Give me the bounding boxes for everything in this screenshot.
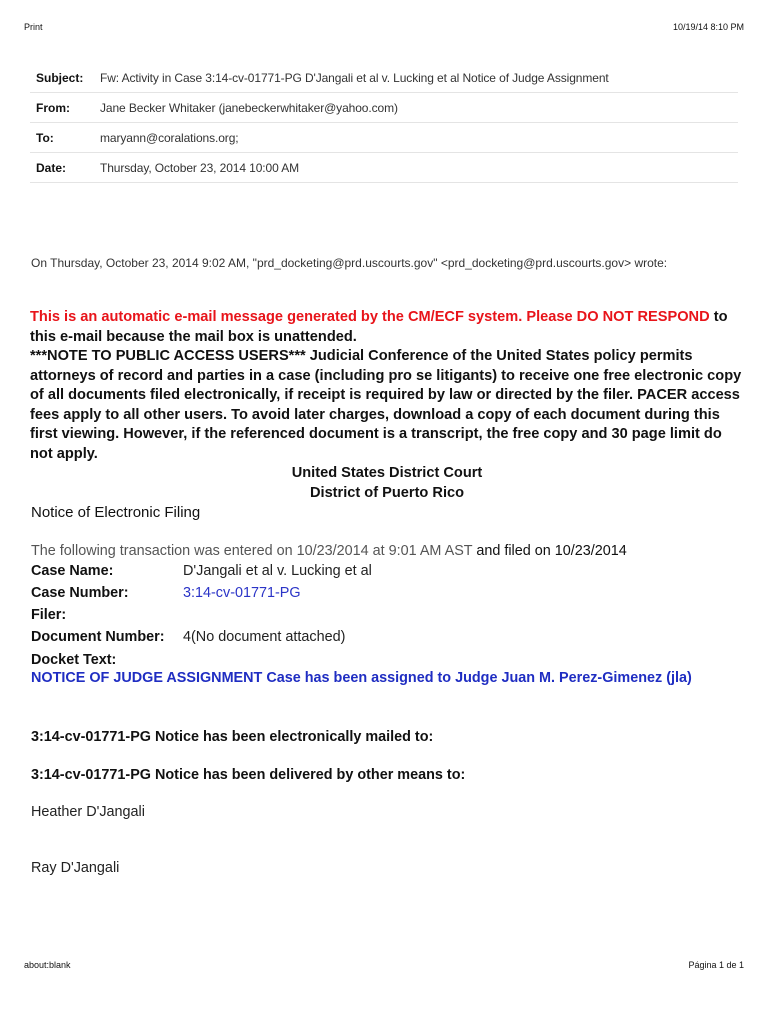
from-label: From: [36, 100, 70, 115]
docket-text-row [31, 652, 183, 668]
document-number-label: Document Number: [31, 629, 165, 645]
subject-row [30, 63, 738, 93]
to-row [30, 123, 738, 153]
subject-label: Subject: [36, 70, 84, 85]
from-value: Jane Becker Whitaker (janebeckerwhitaker@yahoo.com) [100, 100, 398, 115]
subject-value: Fw: Activity in Case 3:14-cv-01771-PG D'Jangali et al v. Lucking et al Notice of Judge Assignment [100, 70, 609, 85]
date-label: Date: [36, 160, 67, 175]
date-value: Thursday, October 23, 2014 10:00 AM [100, 160, 300, 175]
filer-label: Filer: [31, 607, 67, 623]
document-number-value: 4(No document attached) [183, 629, 346, 645]
transaction-line: The following transaction was entered on 10/23/2014 at 9:01 AM AST and filed on 10/23/2014 [31, 543, 627, 559]
automatic-message-warning: This is an automatic e-mail message generated by the CM/ECF system. Please DO NOT RESPOND to this e-mail because the mail box is unattended. [30, 309, 728, 345]
filer-row [31, 607, 183, 623]
print-footer [24, 960, 744, 974]
print-footer-page: Página 1 de 1 [688, 960, 744, 970]
nef-title: Notice of Electronic Filing [31, 504, 201, 521]
from-row [30, 93, 738, 123]
recipient-name: Heather D'Jangali [31, 804, 145, 820]
print-header-timestamp: 10/19/14 8:10 PM [672, 22, 744, 32]
to-value: maryann@coralations.org; [100, 130, 239, 145]
quoted-wrote-line: On Thursday, October 23, 2014 9:02 AM, "prd_docketing@prd.uscourts.gov" <prd_docketing@prd.uscourts.gov> wrote: [31, 256, 668, 270]
email-header-table [30, 63, 738, 183]
case-name-row [31, 563, 372, 579]
docket-text-value: NOTICE OF JUDGE ASSIGNMENT Case has been assigned to Judge Juan M. Perez-Gimenez (jla) [31, 670, 692, 686]
automatic-message-block [30, 308, 744, 503]
case-number-row [31, 585, 301, 601]
case-name-value: D'Jangali et al v. Lucking et al [183, 563, 372, 579]
docket-text-label: Docket Text: [31, 652, 117, 668]
case-name-label: Case Name: [31, 563, 114, 579]
print-header [24, 22, 744, 36]
recipient-name: Ray D'Jangali [31, 860, 120, 876]
date-row [30, 153, 738, 183]
court-name: United States District Court [291, 465, 483, 481]
public-access-note: ***NOTE TO PUBLIC ACCESS USERS*** Judicial Conference of the United States policy permits attorneys of record and parties in a case (including pro se litigants) to receive one free electronic copy of all documents filed electronically, if receipt is required by law or directed by the filer. PACER access fees apply to all other users. To avoid later charges, download a copy of each document during this first viewing. However, if the referenced document is a transcript, the free copy and 30 page limit do not apply. [30, 348, 742, 462]
document-number-row [31, 629, 345, 645]
notice-mailed-line: 3:14-cv-01771-PG Notice has been electronically mailed to: [31, 729, 434, 745]
print-footer-url: about:blank [24, 960, 71, 970]
print-header-title: Print [24, 22, 43, 32]
to-label: To: [36, 130, 54, 145]
case-number-link[interactable]: 3:14-cv-01771-PG [183, 585, 301, 601]
district-name: District of Puerto Rico [309, 484, 465, 501]
case-number-label: Case Number: [31, 585, 129, 601]
notice-delivered-line: 3:14-cv-01771-PG Notice has been delivered by other means to: [31, 767, 466, 783]
